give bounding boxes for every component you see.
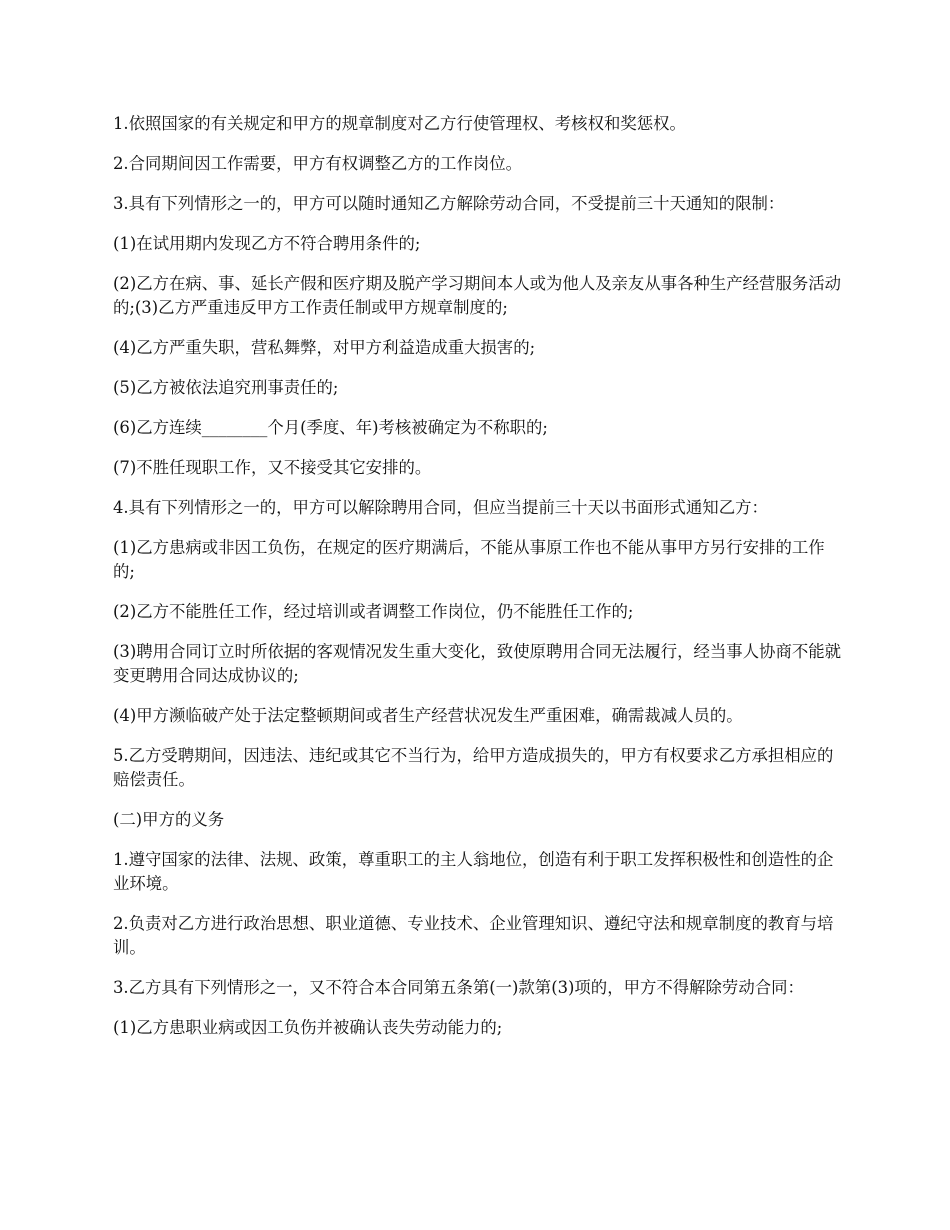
paragraph-6: (4)乙方严重失职，营私舞弊，对甲方利益造成重大损害的; (113, 338, 536, 357)
section-heading: (二)甲方的义务 (113, 810, 225, 829)
paragraph-10: 4.具有下列情形之一的，甲方可以解除聘用合同，但应当提前三十天以书面形式通知乙方： (113, 498, 768, 517)
paragraph-17: 1.遵守国家的法律、法规、政策，尊重职工的主人翁地位，创造有利于职工发挥积极性和创造性的企业环境。 (113, 850, 834, 893)
paragraph-7: (5)乙方被依法追究刑事责任的; (113, 378, 339, 397)
paragraph-18: 2.负责对乙方进行政治思想、职业道德、专业技术、企业管理知识、遵纪守法和规章制度的教育与培训。 (113, 914, 834, 957)
paragraph-14: (4)甲方濒临破产处于法定整顿期间或者生产经营状况发生严重困难，确需裁减人员的。 (113, 706, 743, 725)
paragraph-20: (1)乙方患职业病或因工负伤并被确认丧失劳动能力的; (113, 1018, 503, 1037)
paragraph-2: 2.合同期间因工作需要，甲方有权调整乙方的工作岗位。 (113, 154, 523, 173)
paragraph-5: (2)乙方在病、事、延长产假和医疗期及脱产学习期间本人或为他人及亲友从事各种生产经营服务活动的;(3)乙方严重违反甲方工作责任制或甲方规章制度的; (113, 274, 842, 317)
paragraph-15: 5.乙方受聘期间，因违法、违纪或其它不当行为，给甲方造成损失的，甲方有权要求乙方承担相应的赔偿责任。 (113, 746, 834, 789)
paragraph-1: 1.依照国家的有关规定和甲方的规章制度对乙方行使管理权、考核权和奖惩权。 (113, 114, 686, 133)
paragraph-19: 3.乙方具有下列情形之一，又不符合本合同第五条第(一)款第(3)项的，甲方不得解除劳动合同： (113, 978, 804, 997)
paragraph-13: (3)聘用合同订立时所依据的客观情况发生重大变化，致使原聘用合同无法履行，经当事人协商不能就变更聘用合同达成协议的; (113, 642, 842, 685)
paragraph-11: (1)乙方患病或非因工负伤，在规定的医疗期满后，不能从事原工作也不能从事甲方另行安排的工作的; (113, 538, 825, 581)
paragraph-9: (7)不胜任现职工作，又不接受其它安排的。 (113, 458, 432, 477)
document-body (113, 112, 843, 1056)
paragraph-8: (6)乙方连续________个月(季度、年)考核被确定为不称职的; (113, 418, 548, 437)
paragraph-12: (2)乙方不能胜任工作，经过培训或者调整工作岗位，仍不能胜任工作的; (113, 602, 634, 621)
paragraph-4: (1)在试用期内发现乙方不符合聘用条件的; (113, 234, 421, 253)
paragraph-3: 3.具有下列情形之一的，甲方可以随时通知乙方解除劳动合同，不受提前三十天通知的限制： (113, 194, 785, 213)
